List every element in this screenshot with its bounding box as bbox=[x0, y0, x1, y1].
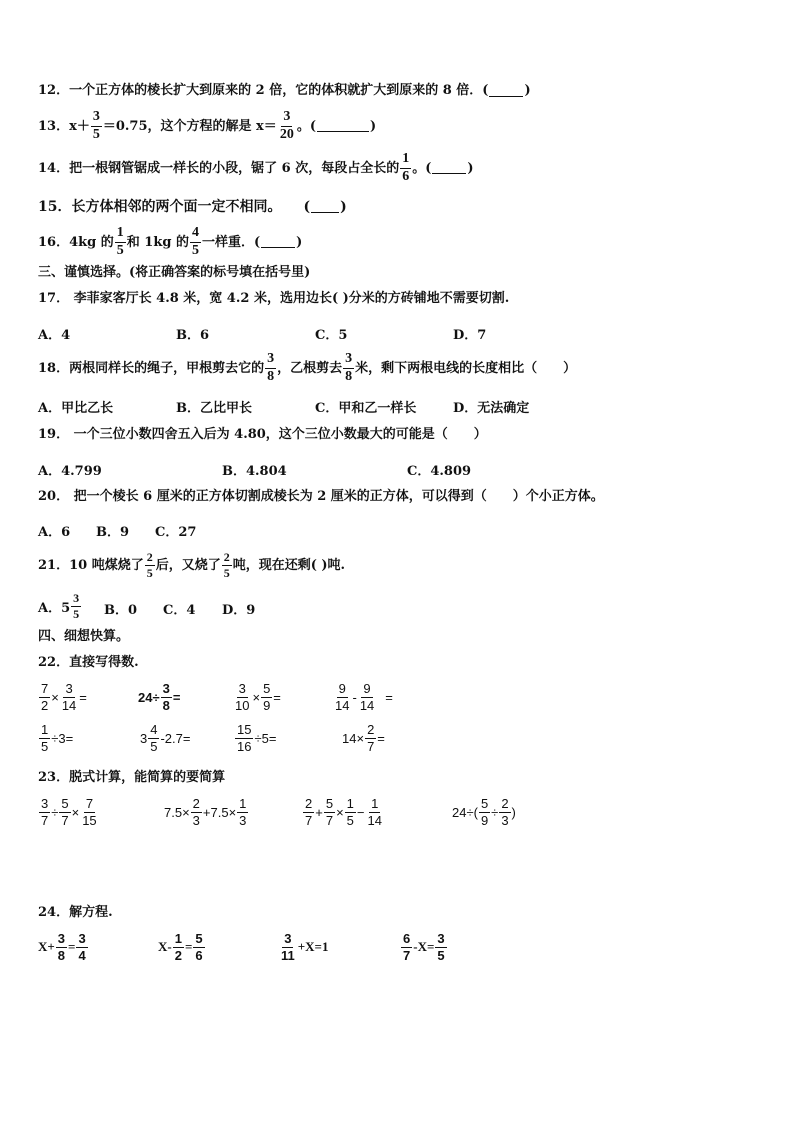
question-text: 一样重．( bbox=[201, 234, 261, 250]
calc-22-5: $\frac{1}{5}$ ÷3= bbox=[41, 722, 74, 754]
fraction: $\frac{3}{20}$ bbox=[279, 109, 294, 142]
question-21 bbox=[38, 551, 345, 579]
option-a[interactable]: A．4 bbox=[38, 328, 71, 343]
calc-22-3: $\frac{3}{10}$ × $\frac{5}{9}$ = bbox=[235, 681, 281, 713]
question-number: 16． bbox=[38, 234, 70, 250]
question-text: 4kg 的 bbox=[69, 234, 114, 250]
option-d[interactable]: D．7 bbox=[453, 328, 487, 343]
option-a[interactable]: A．6 bbox=[38, 525, 71, 540]
fraction: $\frac{4}{5}$ bbox=[191, 225, 199, 258]
question-18 bbox=[38, 352, 576, 384]
option-a[interactable]: A．5 $\frac{3}{5}$ bbox=[38, 591, 80, 621]
question-number: 12． bbox=[38, 83, 70, 98]
fraction: $\frac{1}{5}$ bbox=[116, 225, 124, 258]
answer-blank[interactable] bbox=[317, 120, 369, 132]
calc-22-2: 24÷ $\frac{3}{8}$ = bbox=[138, 681, 181, 713]
equation-24-2: X- $\frac{1}{2}$ = $\frac{5}{6}$ bbox=[158, 931, 203, 963]
option-d[interactable]: D．无法确定 bbox=[453, 401, 530, 416]
fraction: $\frac{1}{6}$ bbox=[402, 151, 410, 184]
option-b[interactable]: B．乙比甲长 bbox=[176, 401, 252, 416]
option-c[interactable]: C．4.809 bbox=[407, 464, 472, 479]
question-text: 两根同样长的绳子，甲根剪去它的 bbox=[69, 360, 265, 376]
question-text: 10 吨煤烧了 bbox=[69, 557, 144, 573]
question-text: ＝0.75，这个方程的解是 x＝ bbox=[102, 118, 277, 134]
question-number: 13． bbox=[38, 118, 70, 134]
fraction: $\frac{3}{5}$ bbox=[92, 109, 100, 142]
question-text: ，乙根剪去 bbox=[277, 360, 343, 376]
question-20: 20． 把一个棱长 6 厘米的正方体切割成棱长为 2 厘米的正方体，可以得到（ ）个小正方体。 bbox=[38, 489, 604, 504]
question-16 bbox=[38, 226, 302, 258]
question-19: 19． 一个三位小数四舍五入后为 4.80，这个三位小数最大的可能是（ ） bbox=[38, 427, 487, 442]
question-12 bbox=[38, 84, 531, 97]
question-text: 米，剩下两根电线的长度相比（ ） bbox=[355, 360, 577, 376]
fraction: $\frac{3}{8}$ bbox=[267, 351, 275, 384]
question-text: 。( bbox=[412, 160, 432, 176]
calc-22-7: $\frac{15}{16}$ ÷5= bbox=[237, 722, 277, 754]
fraction: $\frac{2}{5}$ bbox=[223, 550, 230, 580]
calc-23-4: 24÷( $\frac{5}{9}$ ÷ $\frac{2}{3}$ ) bbox=[452, 796, 516, 828]
question-14 bbox=[38, 152, 474, 184]
question-text: 。( bbox=[296, 118, 316, 134]
paren-open: ( bbox=[303, 199, 311, 215]
calc-22-4: $\frac{9}{14}$ - $\frac{9}{14}$ = bbox=[335, 681, 393, 713]
option-d[interactable]: D．9 bbox=[222, 603, 256, 618]
equation-24-4: $\frac{6}{7}$ -X= $\frac{3}{5}$ bbox=[403, 931, 445, 963]
answer-blank[interactable] bbox=[261, 236, 295, 248]
calc-22-8: 14× $\frac{2}{7}$ = bbox=[342, 722, 385, 754]
answer-blank[interactable] bbox=[432, 162, 466, 174]
paren-close: ) bbox=[524, 83, 531, 98]
question-15 bbox=[38, 200, 347, 214]
question-24-title: 24．解方程. bbox=[38, 905, 113, 920]
option-c[interactable]: C．4 bbox=[163, 603, 196, 618]
option-b[interactable]: B．0 bbox=[104, 603, 138, 618]
question-13 bbox=[38, 110, 376, 142]
option-c[interactable]: C．5 bbox=[315, 328, 348, 343]
question-text: 把一根钢管锯成一样长的小段，锯了 6 次，每段占全长的 bbox=[69, 160, 400, 176]
option-c[interactable]: C．甲和乙一样长 bbox=[315, 401, 417, 416]
option-b[interactable]: B．4.804 bbox=[222, 464, 287, 479]
question-text: 和 1kg 的 bbox=[126, 234, 189, 250]
fraction: $\frac{2}{5}$ bbox=[146, 550, 153, 580]
question-text: x＋ bbox=[69, 118, 90, 134]
option-c[interactable]: C．27 bbox=[155, 525, 197, 540]
option-a[interactable]: A．4.799 bbox=[38, 464, 102, 479]
question-17: 17． 李菲家客厅长 4.8 米，宽 4.2 米，选用边长( )分米的方砖铺地不需要切割. bbox=[38, 291, 510, 306]
option-a[interactable]: A．甲比乙长 bbox=[38, 401, 114, 416]
question-text: 吨，现在还剩( )吨. bbox=[232, 557, 346, 573]
option-b[interactable]: B．9 bbox=[96, 525, 130, 540]
calc-23-2: 7.5× $\frac{2}{3}$ +7.5× $\frac{1}{3}$ bbox=[164, 796, 247, 828]
equation-24-3: $\frac{3}{11}$ +X=1 bbox=[281, 931, 329, 963]
question-text: 长方体相邻的两个面一定不相同。 bbox=[71, 199, 282, 215]
equation-24-1: X+ $\frac{3}{8}$ = $\frac{3}{4}$ bbox=[38, 931, 86, 963]
paren-close: ) bbox=[340, 199, 347, 215]
fraction: $\frac{3}{8}$ bbox=[345, 351, 353, 384]
question-23-title: 23．脱式计算，能简算的要简算 bbox=[38, 770, 226, 785]
fraction: $\frac{3}{5}$ bbox=[73, 591, 80, 621]
option-b[interactable]: B．6 bbox=[176, 328, 210, 343]
paren-close: ) bbox=[296, 234, 303, 250]
question-text: 后，又烧了 bbox=[155, 557, 221, 573]
calc-22-6: 3 $\frac{4}{5}$ -2.7= bbox=[140, 722, 191, 754]
question-number: 15． bbox=[38, 199, 72, 215]
question-text: 一个正方体的棱长扩大到原来的 2 倍，它的体积就扩大到原来的 8 倍．( bbox=[69, 83, 489, 98]
answer-blank[interactable] bbox=[311, 201, 339, 213]
calc-22-1: $\frac{7}{2}$ × $\frac{3}{14}$ = bbox=[41, 681, 87, 713]
calc-23-1: $\frac{3}{7}$ ÷ $\frac{5}{7}$ × $\frac{7}{15}$ bbox=[41, 796, 97, 828]
section-heading-3: 三、谨慎选择。(将正确答案的标号填在括号里) bbox=[38, 265, 311, 280]
question-number: 18． bbox=[38, 360, 70, 376]
question-number: 14． bbox=[38, 160, 70, 176]
section-heading-4: 四、细想快算。 bbox=[38, 629, 130, 644]
answer-blank[interactable] bbox=[489, 85, 523, 97]
paren-close: ) bbox=[467, 160, 474, 176]
calc-23-3: $\frac{2}{7}$ + $\frac{5}{7}$ × $\frac{1}{5}$ − $\frac{1}{14}$ bbox=[305, 796, 382, 828]
question-22-title: 22．直接写得数. bbox=[38, 655, 139, 670]
question-number: 21． bbox=[38, 557, 70, 573]
paren-close: ) bbox=[369, 118, 377, 134]
